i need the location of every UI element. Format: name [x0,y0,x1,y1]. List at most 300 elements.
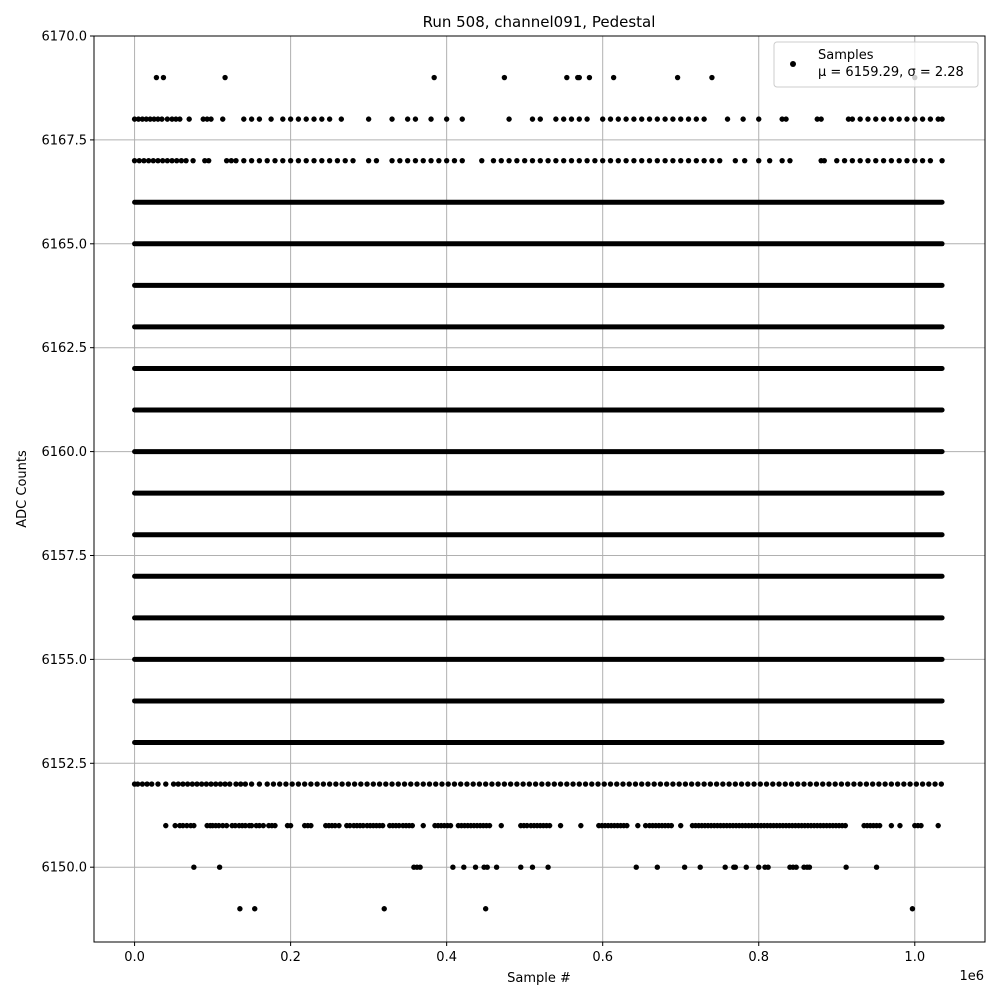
data-point [553,158,558,163]
data-point [217,864,222,869]
data-point [881,158,886,163]
data-point [801,781,806,786]
y-tick-label: 6160.0 [41,445,87,461]
data-point [600,116,605,121]
data-point [842,158,847,163]
data-point [857,116,862,121]
data-point [464,781,469,786]
data-point [589,781,594,786]
data-point [249,781,254,786]
data-point [450,864,455,869]
data-point [283,781,288,786]
data-point [564,75,569,80]
data-point [912,158,917,163]
data-point [583,781,588,786]
data-point-band [132,449,945,454]
data-point [499,823,504,828]
data-point [695,781,700,786]
data-point [904,116,909,121]
data-point [204,781,209,786]
data-point [631,158,636,163]
data-point [577,75,582,80]
y-tick-label: 6157.5 [41,548,87,564]
data-point [229,158,234,163]
data-point [857,781,862,786]
data-point [485,864,490,869]
data-point [701,781,706,786]
data-point-band [132,574,945,579]
data-point [939,158,944,163]
data-point [350,158,355,163]
data-point [614,781,619,786]
x-axis-scale-label: 1e6 [959,969,984,984]
data-point [296,116,301,121]
data-point [428,158,433,163]
x-tick-label: 0.4 [436,950,457,965]
data-point [452,781,457,786]
data-point [257,116,262,121]
data-point [413,116,418,121]
data-point [839,781,844,786]
data-point [339,781,344,786]
legend-series-stats: μ = 6159.29, σ = 2.28 [818,65,964,80]
data-point [172,823,177,828]
data-point [346,781,351,786]
data-point [489,781,494,786]
data-point [191,864,196,869]
data-point [850,116,855,121]
x-axis-label: Sample # [507,971,571,986]
data-point [907,781,912,786]
data-point [770,781,775,786]
data-point [327,158,332,163]
data-point [185,781,190,786]
data-point [608,116,613,121]
data-point [807,864,812,869]
data-point [834,158,839,163]
data-point [901,781,906,786]
data-point [169,158,174,163]
data-point [608,158,613,163]
data-point [662,116,667,121]
data-point [584,158,589,163]
data-point [319,116,324,121]
data-point [288,116,293,121]
data-point [364,781,369,786]
data-point [708,781,713,786]
data-point-band [132,698,945,703]
data-point [343,158,348,163]
data-point [843,823,848,828]
data-point [380,823,385,828]
data-point [311,158,316,163]
data-point [520,781,525,786]
data-point [756,116,761,121]
legend-marker [790,61,796,67]
data-point [787,158,792,163]
data-point [141,158,146,163]
data-point [904,158,909,163]
data-point [624,823,629,828]
data-point [222,75,227,80]
data-point [383,781,388,786]
data-point-band [132,532,945,537]
data-point [779,158,784,163]
data-point [577,781,582,786]
data-point [701,158,706,163]
data-point [491,158,496,163]
data-point [926,781,931,786]
data-point [789,781,794,786]
data-point [664,781,669,786]
data-point [506,116,511,121]
data-point [616,158,621,163]
x-tick-label: 0.0 [124,950,145,965]
data-point [662,158,667,163]
data-point [709,75,714,80]
data-point [881,116,886,121]
data-point [159,116,164,121]
data-point [421,823,426,828]
data-point [896,116,901,121]
data-point [327,781,332,786]
data-point [308,781,313,786]
data-point [366,158,371,163]
data-point [876,781,881,786]
data-point-band [132,615,945,620]
y-tick-label: 6155.0 [41,652,87,668]
data-point [208,781,213,786]
data-point [389,781,394,786]
data-point [296,158,301,163]
data-point [639,116,644,121]
data-point [241,116,246,121]
data-point [494,864,499,869]
data-point [213,781,218,786]
data-point [272,158,277,163]
data-point [538,158,543,163]
data-point [377,781,382,786]
data-point [319,158,324,163]
data-point-band [132,740,945,745]
data-point [499,158,504,163]
data-point [793,864,798,869]
data-point [194,781,199,786]
data-point [539,781,544,786]
data-point [896,158,901,163]
data-point [882,781,887,786]
data-point [470,781,475,786]
data-point [889,116,894,121]
data-point [237,906,242,911]
data-point [595,781,600,786]
data-point [655,864,660,869]
data-point [826,781,831,786]
data-point [928,116,933,121]
data-point [327,116,332,121]
data-point [155,781,160,786]
data-point [587,75,592,80]
data-point [408,781,413,786]
data-point-band [132,366,945,371]
data-point [174,158,179,163]
data-point [389,116,394,121]
data-point [870,781,875,786]
data-point [428,116,433,121]
data-point [304,158,309,163]
data-point [257,158,262,163]
y-tick-label: 6152.5 [41,756,87,772]
data-point [271,781,276,786]
data-point [864,781,869,786]
data-point [308,823,313,828]
data-point [720,781,725,786]
data-point [176,781,181,786]
data-point [714,781,719,786]
data-point [545,781,550,786]
data-point [199,781,204,786]
data-point [608,781,613,786]
data-point [277,781,282,786]
y-tick-label: 6165.0 [41,237,87,253]
data-point [709,158,714,163]
data-point-band [132,200,945,205]
data-point [889,823,894,828]
data-point [633,781,638,786]
data-point [733,781,738,786]
data-point [296,781,301,786]
data-point [733,864,738,869]
data-point [545,864,550,869]
data-point [177,116,182,121]
data-point [311,116,316,121]
y-tick-label: 6162.5 [41,341,87,357]
data-point [224,158,229,163]
data-point [233,158,238,163]
data-point [433,781,438,786]
data-point [822,158,827,163]
data-point [508,781,513,786]
data-point [414,781,419,786]
data-point [444,116,449,121]
data-point [410,823,415,828]
data-point [616,116,621,121]
data-point [366,116,371,121]
data-point [783,781,788,786]
data-point [918,823,923,828]
data-point [336,823,341,828]
data-point [670,158,675,163]
data-point [483,906,488,911]
data-point [675,75,680,80]
data-point [352,781,357,786]
data-point [655,116,660,121]
data-point [910,906,915,911]
chart-title: Run 508, channel091, Pedestal [422,13,656,31]
data-point [163,823,168,828]
data-point [739,781,744,786]
data-point [179,158,184,163]
data-point [224,823,229,828]
data-point [161,75,166,80]
data-point [314,781,319,786]
data-point [417,864,422,869]
data-point [611,75,616,80]
data-point [561,116,566,121]
data-point [140,781,145,786]
data-point [421,158,426,163]
data-point [553,116,558,121]
data-point [155,158,160,163]
data-point [288,158,293,163]
data-point [243,781,248,786]
data-point [776,781,781,786]
data-point-band [132,241,945,246]
data-point [487,823,492,828]
data-point [280,158,285,163]
data-point [241,158,246,163]
data-point [851,781,856,786]
data-point [186,116,191,121]
data-point [742,158,747,163]
data-point [670,116,675,121]
data-point [877,823,882,828]
data-point [744,864,749,869]
data-point [682,864,687,869]
data-point [701,116,706,121]
data-point [577,116,582,121]
data-point [717,158,722,163]
data-point [448,823,453,828]
data-point [889,158,894,163]
data-point [865,116,870,121]
data-point [265,781,270,786]
data-point [495,781,500,786]
data-point [413,158,418,163]
data-point [658,781,663,786]
data-point [238,781,243,786]
data-point [180,781,185,786]
data-point [655,158,660,163]
data-point [920,781,925,786]
data-point-band [132,283,945,288]
data-point [374,158,379,163]
data-point [458,781,463,786]
data-point [850,158,855,163]
data-point [725,116,730,121]
data-point [832,781,837,786]
data-point [146,158,151,163]
data-point [558,781,563,786]
legend-series-name: Samples [818,48,874,63]
data-point [857,158,862,163]
data-point [686,116,691,121]
data-point [160,158,165,163]
data-point [570,781,575,786]
data-point [530,864,535,869]
data-point [843,864,848,869]
x-tick-label: 0.6 [592,950,614,965]
data-point [726,781,731,786]
data-point [698,864,703,869]
data-point [272,823,277,828]
data-point [820,781,825,786]
y-tick-label: 6170.0 [41,29,87,45]
data-point [689,781,694,786]
data-point [645,781,650,786]
data-point [569,158,574,163]
data-point [335,158,340,163]
data-point [421,781,426,786]
data-point [552,781,557,786]
data-point [302,781,307,786]
data-point [396,781,401,786]
y-tick-label: 6150.0 [41,860,87,876]
data-point [444,158,449,163]
data-point [249,158,254,163]
data-point [460,116,465,121]
data-point [592,158,597,163]
data-point [144,781,149,786]
data-point [333,781,338,786]
data-point [584,116,589,121]
data-point [252,906,257,911]
data-point [678,823,683,828]
data-point [889,781,894,786]
data-point [808,781,813,786]
data-point [678,158,683,163]
data-point [522,158,527,163]
data-point [530,116,535,121]
data-point [461,864,466,869]
data-point [920,158,925,163]
data-point [289,781,294,786]
data-point [764,781,769,786]
data-point-band [132,491,945,496]
data-point-band [132,324,945,329]
data-point [233,781,238,786]
data-point [165,158,170,163]
data-point [895,781,900,786]
data-point [339,116,344,121]
data-point [564,781,569,786]
data-point [206,158,211,163]
data-point [651,781,656,786]
data-point [694,116,699,121]
data-point [814,781,819,786]
data-point [280,116,285,121]
data-point [268,116,273,121]
data-point [135,781,140,786]
data-point [436,158,441,163]
data-point [623,158,628,163]
data-point [758,781,763,786]
data-point [502,781,507,786]
data-point [257,781,262,786]
data-point [912,116,917,121]
data-point [137,158,142,163]
data-point [446,781,451,786]
data-point [639,158,644,163]
data-point [452,158,457,163]
data-point [473,864,478,869]
data-point [623,116,628,121]
legend [774,42,978,87]
data-point [218,781,223,786]
data-point [183,158,188,163]
data-point [405,116,410,121]
data-point [578,823,583,828]
